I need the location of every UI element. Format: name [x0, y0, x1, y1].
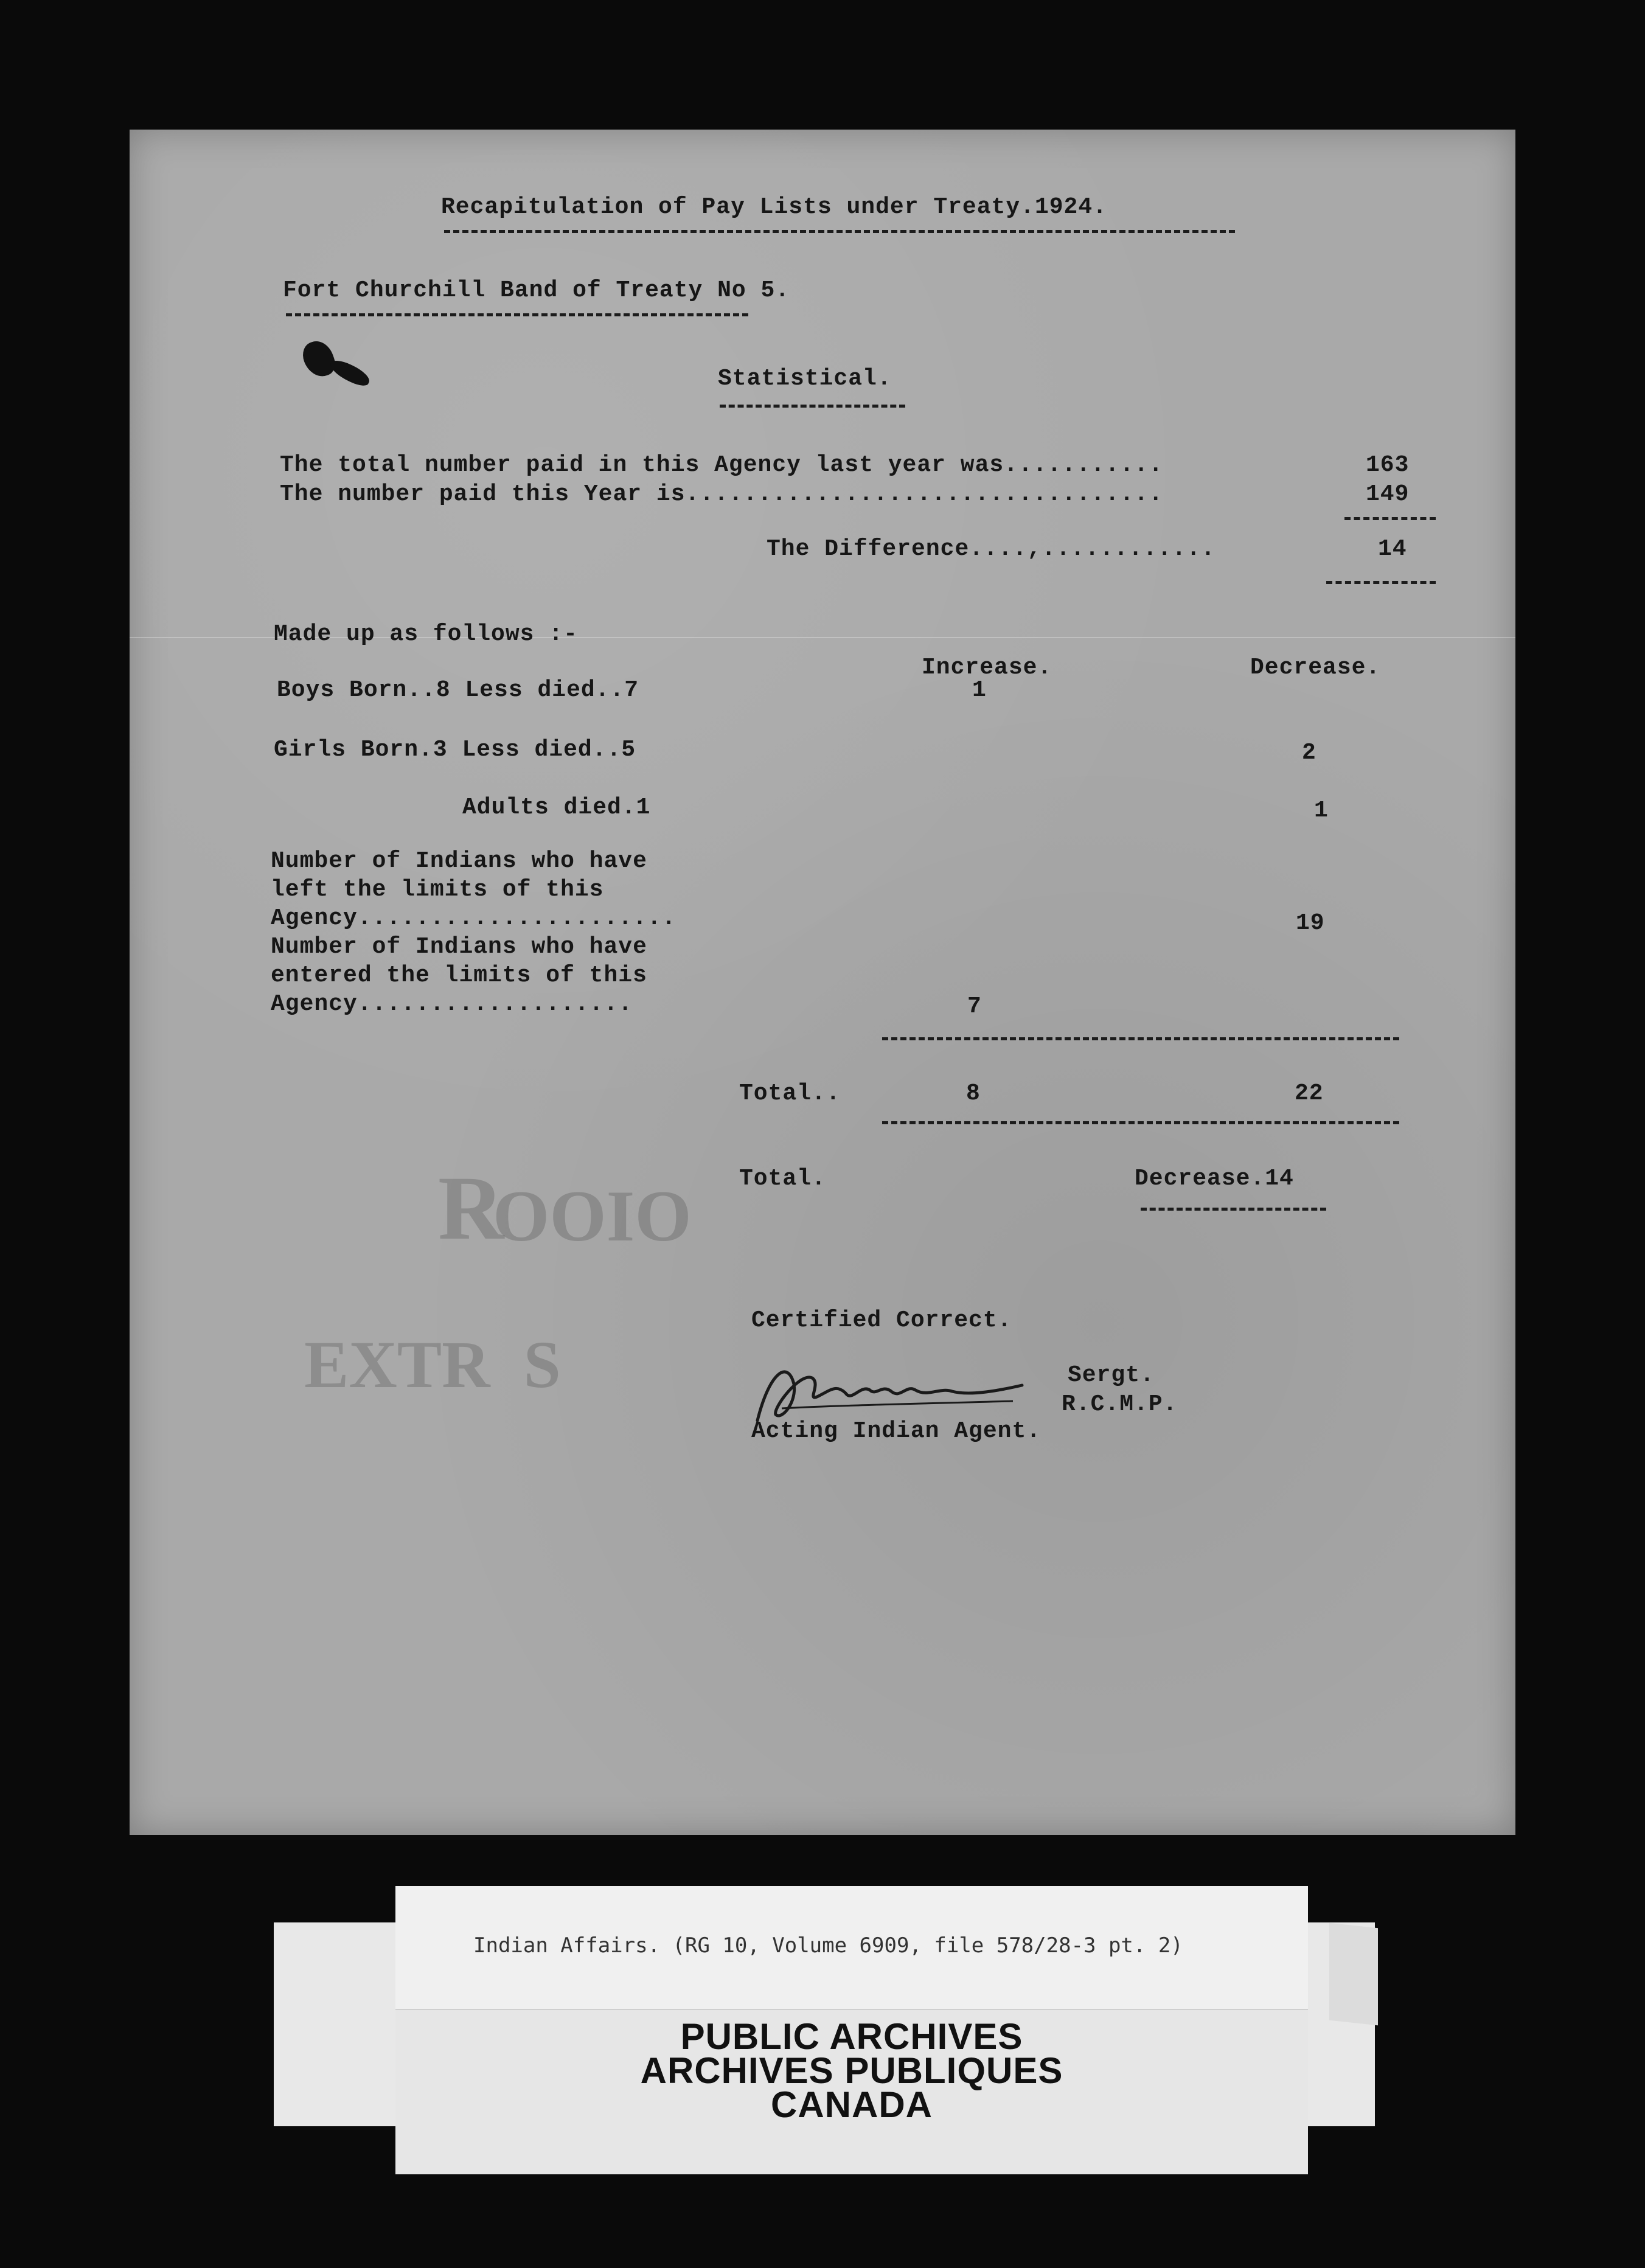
this-year-label: The number paid this Year is.................................: [280, 481, 1164, 507]
net-total-label: Total.: [739, 1166, 826, 1192]
bleed-through-mark: R: [438, 1158, 504, 1259]
archive-stamp-line: PUBLIC ARCHIVES: [680, 2016, 1023, 2057]
archive-stamp-line: CANADA: [771, 2084, 933, 2125]
difference-rule: [1326, 581, 1436, 584]
signer-force: R.C.M.P.: [1062, 1391, 1178, 1418]
entered-row-label-line: Agency...................: [271, 991, 633, 1017]
left-row-decrease: 19: [1296, 910, 1325, 936]
boys-row-increase: 1: [972, 677, 987, 703]
increase-header: Increase.: [922, 655, 1052, 681]
net-total-value: Decrease.14: [1135, 1166, 1294, 1192]
total-increase: 8: [966, 1080, 981, 1107]
adults-row-label: Adults died.1: [462, 795, 651, 821]
summary-rule: [1344, 517, 1436, 520]
total-label: Total..: [739, 1080, 841, 1107]
section-underline: [720, 405, 905, 408]
adults-row-decrease: 1: [1314, 798, 1329, 824]
section-heading: Statistical.: [718, 366, 892, 392]
totals-rule-bottom: [882, 1121, 1399, 1124]
girls-row-label: Girls Born.3 Less died..5: [274, 737, 636, 763]
band-underline: [286, 313, 748, 316]
difference-value: 14: [1378, 536, 1407, 562]
archive-card-tab: [1329, 1923, 1378, 2025]
total-decrease: 22: [1295, 1080, 1324, 1107]
left-row-label-line: Number of Indians who have: [271, 848, 647, 874]
entered-row-increase: 7: [967, 993, 982, 1020]
entered-row-label-line: entered the limits of this: [271, 962, 647, 989]
this-year-value: 149: [1366, 481, 1410, 507]
bleed-through-mark: OOIO: [493, 1175, 692, 1256]
left-row-label-line: Agency......................: [271, 905, 676, 931]
entered-row-label-line: Number of Indians who have: [271, 934, 647, 960]
totals-rule-top: [882, 1037, 1399, 1040]
band-name: Fort Churchill Band of Treaty No 5.: [283, 277, 790, 304]
signer-rank: Sergt.: [1068, 1362, 1155, 1388]
left-row-label-line: left the limits of this: [271, 877, 604, 903]
last-year-value: 163: [1366, 452, 1410, 478]
breakdown-intro: Made up as follows :-: [274, 621, 578, 647]
girls-row-decrease: 2: [1302, 740, 1316, 766]
decrease-header: Decrease.: [1250, 655, 1381, 681]
bleed-through-mark: EXTR S: [304, 1327, 561, 1402]
net-total-underline: [1141, 1208, 1326, 1211]
certified-correct: Certified Correct.: [751, 1307, 1012, 1334]
archive-stamp-line: ARCHIVES PUBLIQUES: [640, 2050, 1063, 2091]
signer-role: Acting Indian Agent.: [751, 1418, 1042, 1444]
document-title: Recapitulation of Pay Lists under Treaty.1924.: [441, 194, 1107, 220]
boys-row-label: Boys Born..8 Less died..7: [277, 677, 639, 703]
last-year-label: The total number paid in this Agency last year was...........: [280, 452, 1164, 478]
archive-reference: Indian Affairs. (RG 10, Volume 6909, file 578/28-3 pt. 2): [473, 1933, 1183, 1958]
title-underline: [444, 230, 1235, 233]
difference-label: The Difference....,............: [767, 536, 1215, 562]
